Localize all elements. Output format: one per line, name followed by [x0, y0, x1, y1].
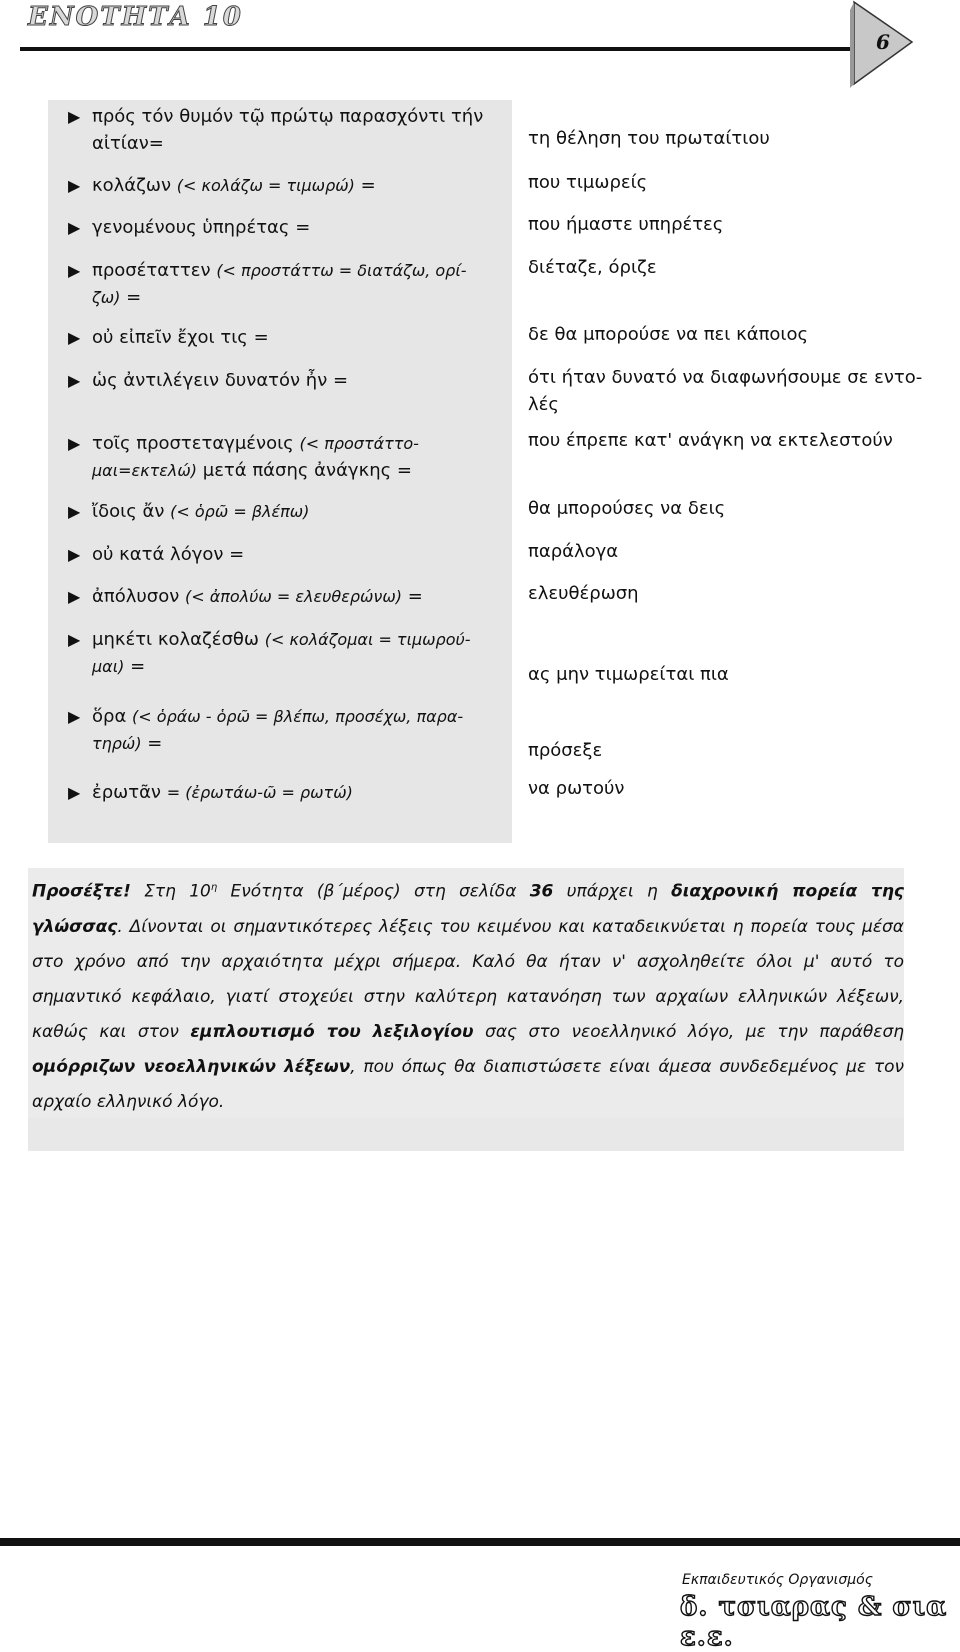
term-note: = (ἐρωτάω-ῶ = ρωτώ): [166, 783, 353, 802]
term-note: (< ὁράω - ὁρῶ = βλέπω, προσέχω, παρα- τηρώ): [92, 707, 464, 753]
term-text: οὐ εἰπεῖν ἔχοι τις =: [92, 327, 269, 348]
term-note: (< προστάττο- μαι=εκτελώ): [92, 434, 419, 480]
term-item: [68, 626, 498, 680]
play-arrow-icon: ▶: [68, 783, 81, 802]
term-text: ἐρωτᾶν: [92, 782, 161, 803]
note-bold-3: ομόρριζων νεοελληνικών λέξεων: [32, 1056, 351, 1077]
term-text: πρός τόν θυμόν τῷ πρώτῳ παρασχόντι τήν αἰτίαν=: [92, 106, 484, 154]
section-title: ΕΝΟΤΗΤΑ 10: [28, 2, 243, 32]
term-item: [68, 324, 498, 351]
term-note: (< κολάζομαι = τιμωρού- μαι): [92, 630, 471, 676]
term-item: [68, 779, 498, 806]
play-arrow-icon: ▶: [68, 545, 81, 564]
term-text: οὐ κατά λόγον =: [92, 544, 245, 565]
term-item: [68, 583, 498, 610]
page-badge-arrow: [848, 0, 948, 92]
note-sup: η: [210, 882, 218, 893]
term-tail: =: [141, 733, 163, 754]
play-arrow-icon: ▶: [68, 218, 81, 237]
note-text-1: Στη 10: [130, 881, 211, 902]
footer-brand-logo: δ. τσιαρας & σια ε.ε.: [680, 1592, 948, 1652]
term-note: (< ὁρῶ = βλέπω): [170, 502, 310, 521]
term-meaning: παράλογα: [528, 541, 619, 562]
term-tail: =: [124, 656, 146, 677]
note-bold-page: 36: [529, 881, 554, 902]
term-tail: μετά πάσης ἀνάγκης =: [197, 460, 412, 481]
term-item: [68, 257, 498, 311]
term-tail: =: [120, 287, 142, 308]
note-text-3: υπάρχει η: [553, 881, 672, 902]
term-meaning: ελευθέρωση: [528, 583, 639, 604]
term-note: (< κολάζω = τιμωρώ): [176, 176, 355, 195]
term-tail: =: [354, 175, 376, 196]
term-text: ὡς ἀντιλέγειν δυνατόν ἦν =: [92, 370, 349, 391]
term-text: ἴδοις ἄν: [92, 501, 165, 522]
footer-org: Εκπαιδευτικός Οργανισμός: [682, 1572, 873, 1588]
note-text-6: , που όπως θα διαπιστώσετε είναι άμεσα συνδεδεμένος με τον αρχαίο ελληνικό λόγο.: [32, 1056, 905, 1112]
term-meaning: να ρωτούν: [528, 778, 625, 799]
play-arrow-icon: ▶: [68, 587, 81, 606]
term-item: [68, 430, 498, 484]
play-arrow-icon: ▶: [68, 502, 81, 521]
term-meaning: που έπρεπε κατ' ανάγκη να εκτελεστούν: [528, 430, 893, 451]
term-note: (< προστάττω = διατάζω, ορί- ζω): [92, 261, 467, 307]
note-lead: Προσέξτε!: [32, 881, 131, 902]
term-meaning: ας μην τιμωρείται πια: [528, 664, 729, 685]
note-bold-2: εμπλουτισμό του λεξιλογίου: [190, 1021, 474, 1042]
term-item: [68, 172, 498, 199]
term-meaning: πρόσεξε: [528, 740, 603, 761]
term-item: [68, 498, 498, 525]
note-bold-1: διαχρονική πορεία της γλώσσας: [32, 881, 905, 937]
term-text: μηκέτι κολαζέσθω: [92, 629, 260, 650]
term-text: τοῖς προστεταγμένοις: [92, 433, 294, 454]
play-arrow-icon: ▶: [68, 107, 81, 126]
play-arrow-icon: ▶: [68, 707, 81, 726]
term-text: κολάζων: [92, 175, 172, 196]
term-text: ἀπόλυσον: [92, 586, 180, 607]
play-arrow-icon: ▶: [68, 328, 81, 347]
term-text: προσέταττεν: [92, 260, 211, 281]
play-arrow-icon: ▶: [68, 261, 81, 280]
term-text: ὅρα: [92, 706, 127, 727]
term-item: [68, 367, 498, 394]
note-text-4: . Δίνονται οι σημαντικότερες λέξεις του κειμένου και καταδεικνύεται η πορεία τους μέσα στο χρόνο από την αρχαιότητα μέχρι σήμερα. Καλό θα ήταν ν' ασχοληθείτε όλοι μ' αυτό το σημαντικό κεφάλαιο, γιατί στοχεύει στην καλύτερη κατανόηση των αρχαίων ελληνικών λέξεων, καθώς και στον: [32, 916, 904, 1042]
term-meaning: που τιμωρείς: [528, 172, 648, 193]
note-text-2: Ενότητα (β΄μέρος) στη σελίδα: [217, 881, 530, 902]
note-paragraph: [32, 870, 904, 1120]
term-item: [68, 703, 498, 757]
play-arrow-icon: ▶: [68, 630, 81, 649]
term-text: γενομένους ὑπηρέτας =: [92, 217, 311, 238]
term-meaning: δε θα μπορούσε να πει κάποιος: [528, 324, 809, 345]
term-meaning: διέταζε, όριζε: [528, 257, 657, 278]
term-item: [68, 541, 498, 568]
term-item: [68, 214, 498, 241]
term-meaning: που ήμαστε υπηρέτες: [528, 214, 724, 235]
footer-rule: [0, 1538, 960, 1546]
term-note: (< ἀπολύω = ελευθερώνω): [185, 587, 402, 606]
term-meaning: ότι ήταν δυνατό να διαφωνήσουμε σε εντο- λές: [528, 367, 923, 415]
term-meaning: θα μπορούσες να δεις: [528, 498, 726, 519]
term-item: [68, 103, 498, 157]
term-meaning: τη θέληση του πρωταίτιου: [528, 128, 770, 149]
page-number: 6: [876, 30, 890, 54]
term-tail: =: [402, 586, 423, 607]
note-text-5: σας στο νεοελληνικό λόγο, με την παράθεση: [473, 1021, 904, 1042]
play-arrow-icon: ▶: [68, 371, 81, 390]
play-arrow-icon: ▶: [68, 434, 81, 453]
header-rule: [20, 47, 880, 51]
play-arrow-icon: ▶: [68, 176, 81, 195]
